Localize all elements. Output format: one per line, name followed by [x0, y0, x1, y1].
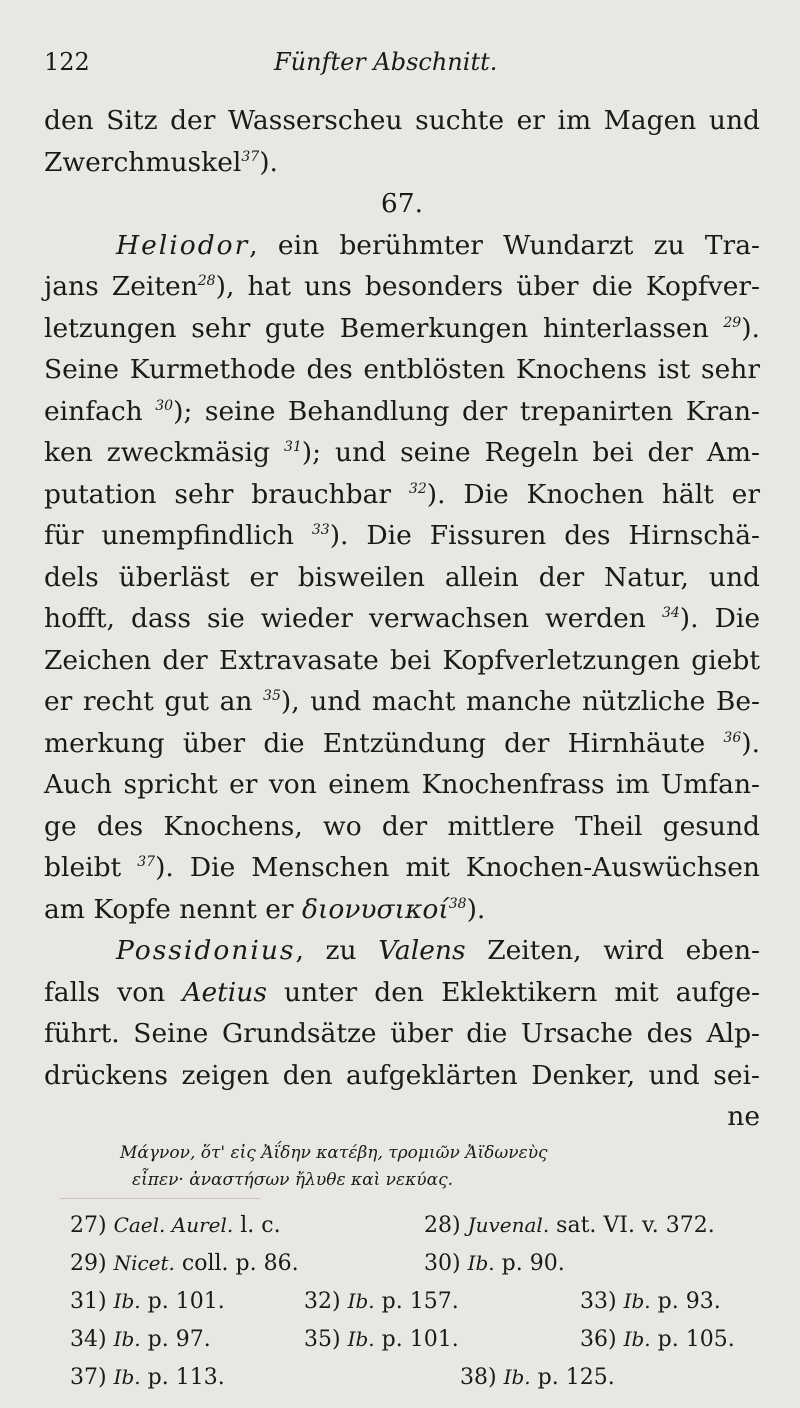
text-line: Possidonius, zu Valens Zeiten, wird eben-: [116, 935, 760, 966]
footnote-row: [60, 1320, 780, 1358]
text-line: falls von Aetius unter den Eklektikern mit aufge-: [44, 976, 760, 1008]
text-line: den Sitz der Wasserscheu suchte er im Magen und: [44, 105, 760, 136]
text-line: dels überläst er bisweilen allein der Natur, und: [44, 561, 760, 593]
footnote: 29) Nicet. coll. p. 86.: [70, 1251, 299, 1276]
footnote: 31) Ib. p. 101.: [70, 1289, 225, 1314]
footnote-row: [60, 1282, 780, 1320]
text-line: hofft, dass sie wieder verwachsen werden $^{34}$). Die: [44, 603, 760, 634]
text-line: einfach $^{30}$); seine Behandlung der trepanirten Kran-: [44, 395, 760, 427]
page-header: [44, 48, 760, 88]
footnote: 38) Ib. p. 125.: [460, 1365, 615, 1390]
greek-line: Μάγνον, ὅτ' εἰς Ἀΐδην κατέβη, τρομιῶν Ἀϊδωνεὺς: [120, 1143, 548, 1163]
footnotes: [60, 1206, 780, 1396]
text-line: ge des Knochens, wo der mittlere Theil gesund: [44, 810, 760, 842]
text-line: ken zweckmäsig $^{31}$); und seine Regeln bei der Am-: [44, 437, 760, 468]
text-line: putation sehr brauchbar $^{32}$). Die Knochen hält er: [44, 478, 760, 510]
greek-line: εἶπεν· ἀναστήσων ἤλυθε καὶ νεκύας.: [132, 1170, 454, 1190]
person-name: Heliodor: [116, 229, 250, 261]
footnote-divider: [60, 1198, 260, 1199]
footnote: 35) Ib. p. 101.: [304, 1327, 459, 1352]
footnote: 30) Ib. p. 90.: [424, 1251, 565, 1276]
footnote-row: [60, 1244, 780, 1282]
footnote: 27) Cael. Aurel. l. c.: [70, 1213, 281, 1238]
text-line: führt. Seine Grundsätze über die Ursache des Alp-: [44, 1018, 760, 1049]
footnote-row: [60, 1358, 780, 1396]
text-line: Seine Kurmethode des entblösten Knochens ist sehr: [44, 354, 760, 385]
text-line: jans Zeiten$^{28}$), hat uns besonders über die Kopfver-: [44, 271, 761, 302]
footnote: 36) Ib. p. 105.: [580, 1327, 735, 1352]
footnote: 33) Ib. p. 93.: [580, 1289, 721, 1314]
footnote: 28) Juvenal. sat. VI. v. 372.: [424, 1213, 715, 1238]
text-line: merkung über die Entzündung der Hirnhäute $^{36}$).: [44, 727, 760, 759]
footnote: 32) Ib. p. 157.: [304, 1289, 459, 1314]
person-name: Aetius: [182, 976, 267, 1008]
footnote: 37) Ib. p. 113.: [70, 1365, 225, 1390]
greek-word: διονυσικοί: [302, 893, 449, 925]
text-line: Zeichen der Extravasate bei Kopfverletzungen giebt: [44, 644, 760, 676]
catchword: ne: [727, 1101, 760, 1132]
text-line: Zwerchmuskel$^{37}$).: [44, 146, 278, 178]
text-line: Auch spricht er von einem Knochenfrass im Umfan-: [44, 769, 760, 800]
page-number: 122: [44, 48, 90, 76]
text-line: am Kopfe nennt er διονυσικοί$^{38}$).: [44, 893, 486, 925]
text-line: letzungen sehr gute Bemerkungen hinterlassen $^{29}$).: [44, 312, 760, 344]
greek-quote: [120, 1140, 680, 1194]
section-number: 67.: [380, 188, 424, 219]
footnote-row: [60, 1206, 780, 1244]
person-name: Valens: [378, 935, 466, 966]
person-name: Possidonius: [116, 935, 296, 966]
footnote: 34) Ib. p. 97.: [70, 1327, 211, 1352]
text-line: für unempfindlich $^{33}$). Die Fissuren des Hirnschä-: [44, 520, 760, 551]
text-line: drückens zeigen den aufgeklärten Denker, und sei-: [44, 1059, 760, 1091]
text-line: bleibt $^{37}$). Die Menschen mit Knochen-Auswüchsen: [44, 852, 760, 883]
main-text: [44, 100, 760, 1138]
running-title: Fünfter Abschnitt.: [274, 48, 498, 76]
text-line: Heliodor, ein berühmter Wundarzt zu Tra-: [116, 229, 760, 261]
text-line: er recht gut an $^{35}$), und macht manche nützliche Be-: [44, 686, 760, 717]
